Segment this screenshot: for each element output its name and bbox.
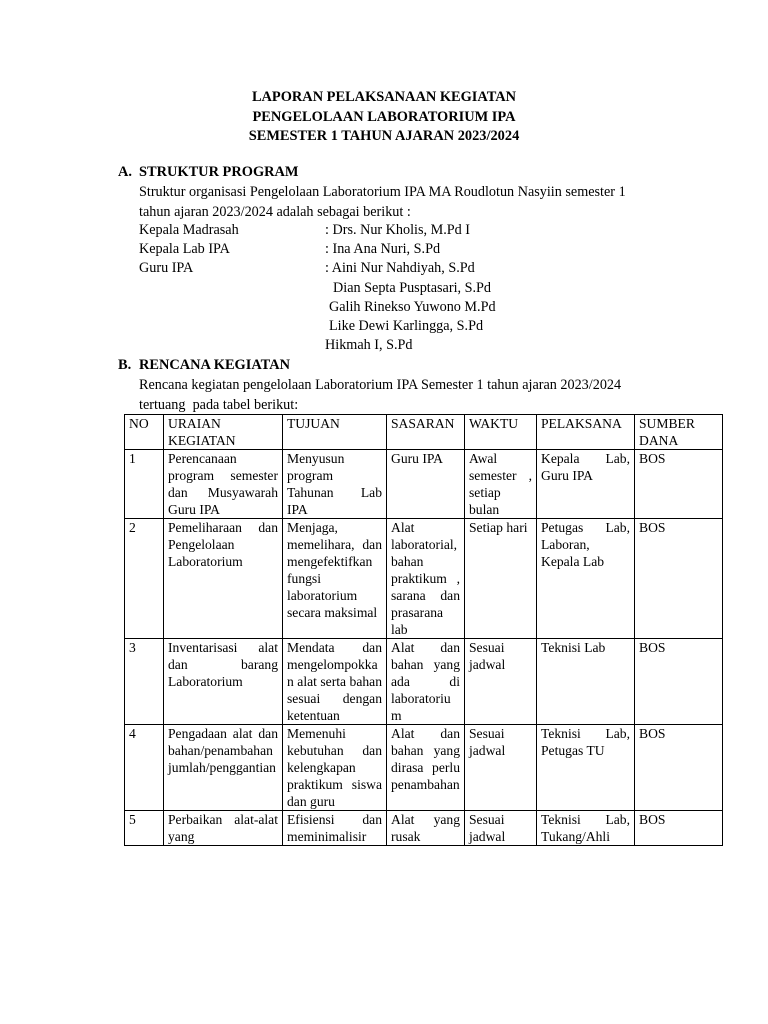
- cell-sasaran: Alat dan bahan yang ada di laboratorium: [387, 639, 465, 725]
- cell-pelaksana: Teknisi Lab, Tukang/Ahli: [537, 811, 635, 846]
- column-header-pelaksana: PELAKSANA: [537, 415, 635, 450]
- org-label: Kepala Lab IPA: [139, 241, 230, 257]
- section-a-title: STRUKTUR PROGRAM: [139, 164, 299, 180]
- teacher-name: Like Dewi Karlingga, S.Pd: [329, 318, 484, 334]
- column-header-sasaran: SASARAN: [387, 415, 465, 450]
- cell-tujuan: Efisiensi dan meminimalisir: [283, 811, 387, 846]
- section-a-letter: A.: [118, 164, 132, 180]
- section-a-intro-line-1: Struktur organisasi Pengelolaan Laboratorium IPA MA Roudlotun Nasyiin semester 1: [139, 184, 626, 200]
- cell-waktu: Setiap hari: [465, 519, 537, 639]
- cell-sasaran: Alat yang rusak: [387, 811, 465, 846]
- title-line-1: LAPORAN PELAKSANAAN KEGIATAN: [251, 89, 517, 105]
- column-header-sumber-dana: SUMBER DANA: [635, 415, 723, 450]
- cell-sasaran: Alat dan bahan yang dirasa perlu penambahan: [387, 725, 465, 811]
- column-header-no: NO: [125, 415, 164, 450]
- table-header-row: [125, 415, 723, 450]
- teacher-name: Hikmah I, S.Pd: [325, 337, 413, 353]
- cell-no: 3: [125, 639, 164, 725]
- teacher-name: Dian Septa Pusptasari, S.Pd: [333, 280, 492, 296]
- section-b-title: RENCANA KEGIATAN: [139, 357, 290, 373]
- activity-plan-table: [124, 414, 723, 846]
- cell-no: 5: [125, 811, 164, 846]
- org-value: : Ina Ana Nuri, S.Pd: [325, 241, 441, 257]
- cell-uraian: Pemeliharaan dan Pengelolaan Laboratorium: [164, 519, 283, 639]
- cell-sumber-dana: BOS: [635, 450, 723, 519]
- cell-uraian: Inventarisasi alat dan barang Laboratorium: [164, 639, 283, 725]
- section-a-intro: [139, 183, 699, 222]
- org-label: Guru IPA: [139, 260, 194, 276]
- cell-no: 4: [125, 725, 164, 811]
- org-value: : Drs. Nur Kholis, M.Pd I: [325, 222, 471, 238]
- section-a-intro-line-2: tahun ajaran 2023/2024 adalah sebagai berikut :: [139, 203, 411, 220]
- table-row: [125, 450, 723, 519]
- section-b-letter: B.: [118, 357, 132, 373]
- cell-sumber-dana: BOS: [635, 639, 723, 725]
- section-b-intro-line-1: Rencana kegiatan pengelolaan Laboratorium IPA Semester 1 tahun ajaran 2023/2024: [139, 377, 622, 393]
- cell-no: 1: [125, 450, 164, 519]
- cell-waktu: Sesuai jadwal: [465, 725, 537, 811]
- column-header-uraian: URAIAN KEGIATAN: [164, 415, 283, 450]
- section-b-intro: [139, 376, 699, 415]
- cell-uraian: Pengadaan alat dan bahan/penambahan jumlah/penggantian: [164, 725, 283, 811]
- title-line-3: SEMESTER 1 TAHUN AJARAN 2023/2024: [248, 128, 520, 144]
- cell-tujuan: Menjaga, memelihara, dan mengefektifkan fungsi laboratorium secara maksimal: [283, 519, 387, 639]
- cell-pelaksana: Teknisi Lab: [537, 639, 635, 725]
- column-header-tujuan: TUJUAN: [283, 415, 387, 450]
- cell-sumber-dana: BOS: [635, 519, 723, 639]
- cell-tujuan: Menyusun program Tahunan Lab IPA: [283, 450, 387, 519]
- cell-sumber-dana: BOS: [635, 811, 723, 846]
- cell-pelaksana: Kepala Lab, Guru IPA: [537, 450, 635, 519]
- cell-sasaran: Guru IPA: [387, 450, 465, 519]
- table-row: [125, 811, 723, 846]
- cell-pelaksana: Petugas Lab, Laboran, Kepala Lab: [537, 519, 635, 639]
- cell-sumber-dana: BOS: [635, 725, 723, 811]
- cell-waktu: Sesuai jadwal: [465, 639, 537, 725]
- cell-tujuan: Mendata dan mengelompokkan alat serta bahan sesuai dengan ketentuan: [283, 639, 387, 725]
- column-header-waktu: WAKTU: [465, 415, 537, 450]
- org-label: Kepala Madrasah: [139, 222, 239, 238]
- table-row: [125, 639, 723, 725]
- title-line-2: PENGELOLAAN LABORATORIUM IPA: [252, 108, 516, 125]
- section-b-intro-line-2: tertuang pada tabel berikut:: [139, 396, 299, 413]
- table-row: [125, 519, 723, 639]
- cell-sasaran: Alat laboratorial, bahan praktikum , sarana dan prasarana lab: [387, 519, 465, 639]
- cell-uraian: Perbaikan alat-alat yang: [164, 811, 283, 846]
- report-title: [0, 88, 768, 147]
- cell-tujuan: Memenuhi kebutuhan dan kelengkapan praktikum siswa dan guru: [283, 725, 387, 811]
- cell-waktu: Awal semester , setiap bulan: [465, 450, 537, 519]
- table-row: [125, 725, 723, 811]
- cell-waktu: Sesuai jadwal: [465, 811, 537, 846]
- cell-pelaksana: Teknisi Lab, Petugas TU: [537, 725, 635, 811]
- cell-uraian: Perencanaan program semester dan Musyawarah Guru IPA: [164, 450, 283, 519]
- org-value: : Aini Nur Nahdiyah, S.Pd: [325, 260, 475, 276]
- teacher-name: Galih Rinekso Yuwono M.Pd: [329, 299, 496, 315]
- cell-no: 2: [125, 519, 164, 639]
